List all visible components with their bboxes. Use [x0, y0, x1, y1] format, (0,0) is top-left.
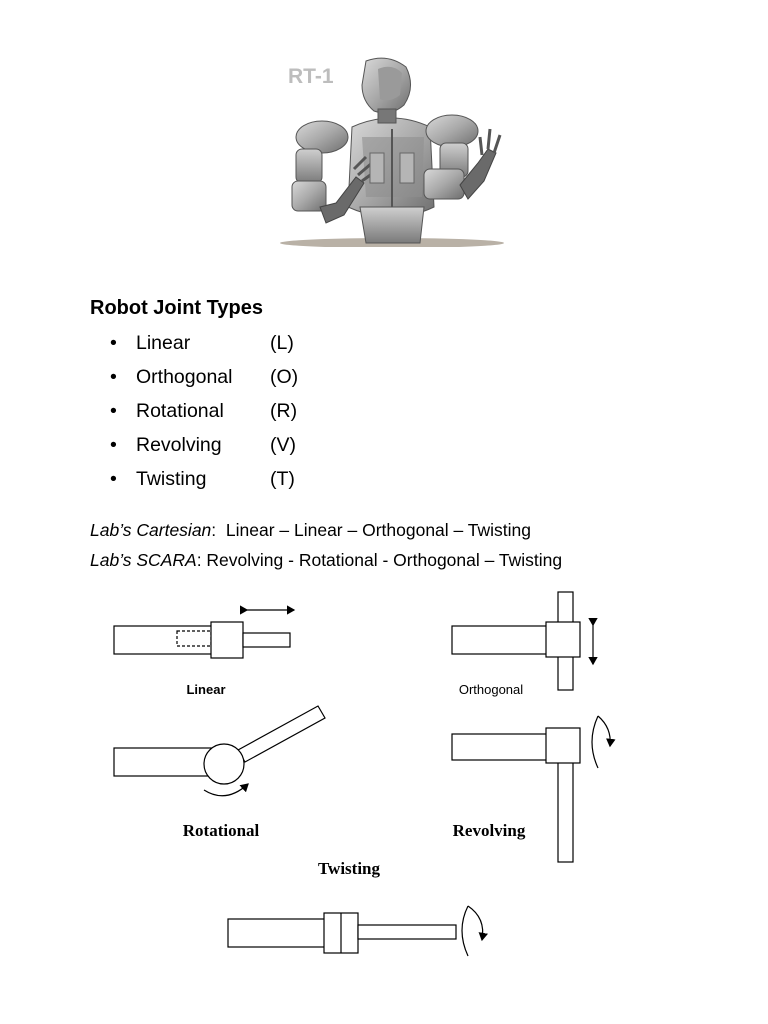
- linear-joint-diagram: [114, 610, 294, 697]
- orthogonal-label: Orthogonal: [458, 682, 524, 697]
- bullet-icon: •: [110, 434, 117, 456]
- lab-cartesian-name: Lab’s Cartesian: [90, 520, 212, 540]
- joint-code: (R): [270, 400, 298, 422]
- lab-cartesian-sep: :: [211, 520, 226, 540]
- robot-illustration: [274, 57, 512, 247]
- revolving-label: Revolving: [452, 821, 526, 840]
- section-title: Robot Joint Types: [90, 297, 263, 319]
- joint-name: Orthogonal: [136, 366, 233, 388]
- joint-name: Rotational: [136, 400, 224, 422]
- robot-label: RT-1: [288, 65, 334, 88]
- bullet-icon: •: [110, 366, 117, 388]
- lab-cartesian-joints: Linear – Linear – Orthogonal – Twisting: [225, 520, 532, 540]
- bullet-icon: •: [110, 400, 117, 422]
- lab-scara-joints: Revolving - Rotational - Orthogonal – Twisting: [206, 550, 563, 570]
- revolving-joint-diagram: [452, 716, 610, 862]
- joint-code: (L): [270, 332, 294, 354]
- bullet-icon: •: [110, 332, 117, 354]
- joint-code: (T): [270, 468, 295, 490]
- lab-cartesian-line: [90, 520, 531, 541]
- rotational-joint-diagram: [114, 706, 325, 840]
- rotational-label: Rotational: [182, 821, 260, 840]
- linear-label: Linear: [186, 682, 226, 697]
- lab-scara-line: [90, 550, 562, 571]
- orthogonal-joint-diagram: [452, 592, 593, 697]
- joint-code: (O): [270, 366, 299, 388]
- twisting-joint-diagram: [228, 859, 483, 956]
- joint-name: Linear: [136, 332, 191, 354]
- bullet-icon: •: [110, 468, 117, 490]
- lab-scara-sep: :: [196, 550, 207, 570]
- joint-diagrams: [0, 580, 768, 1024]
- lab-scara-name: Lab’s SCARA: [90, 550, 197, 570]
- twisting-label: Twisting: [317, 859, 381, 878]
- joint-code: (V): [270, 434, 296, 456]
- joint-name: Twisting: [136, 468, 207, 490]
- joint-name: Revolving: [136, 434, 222, 456]
